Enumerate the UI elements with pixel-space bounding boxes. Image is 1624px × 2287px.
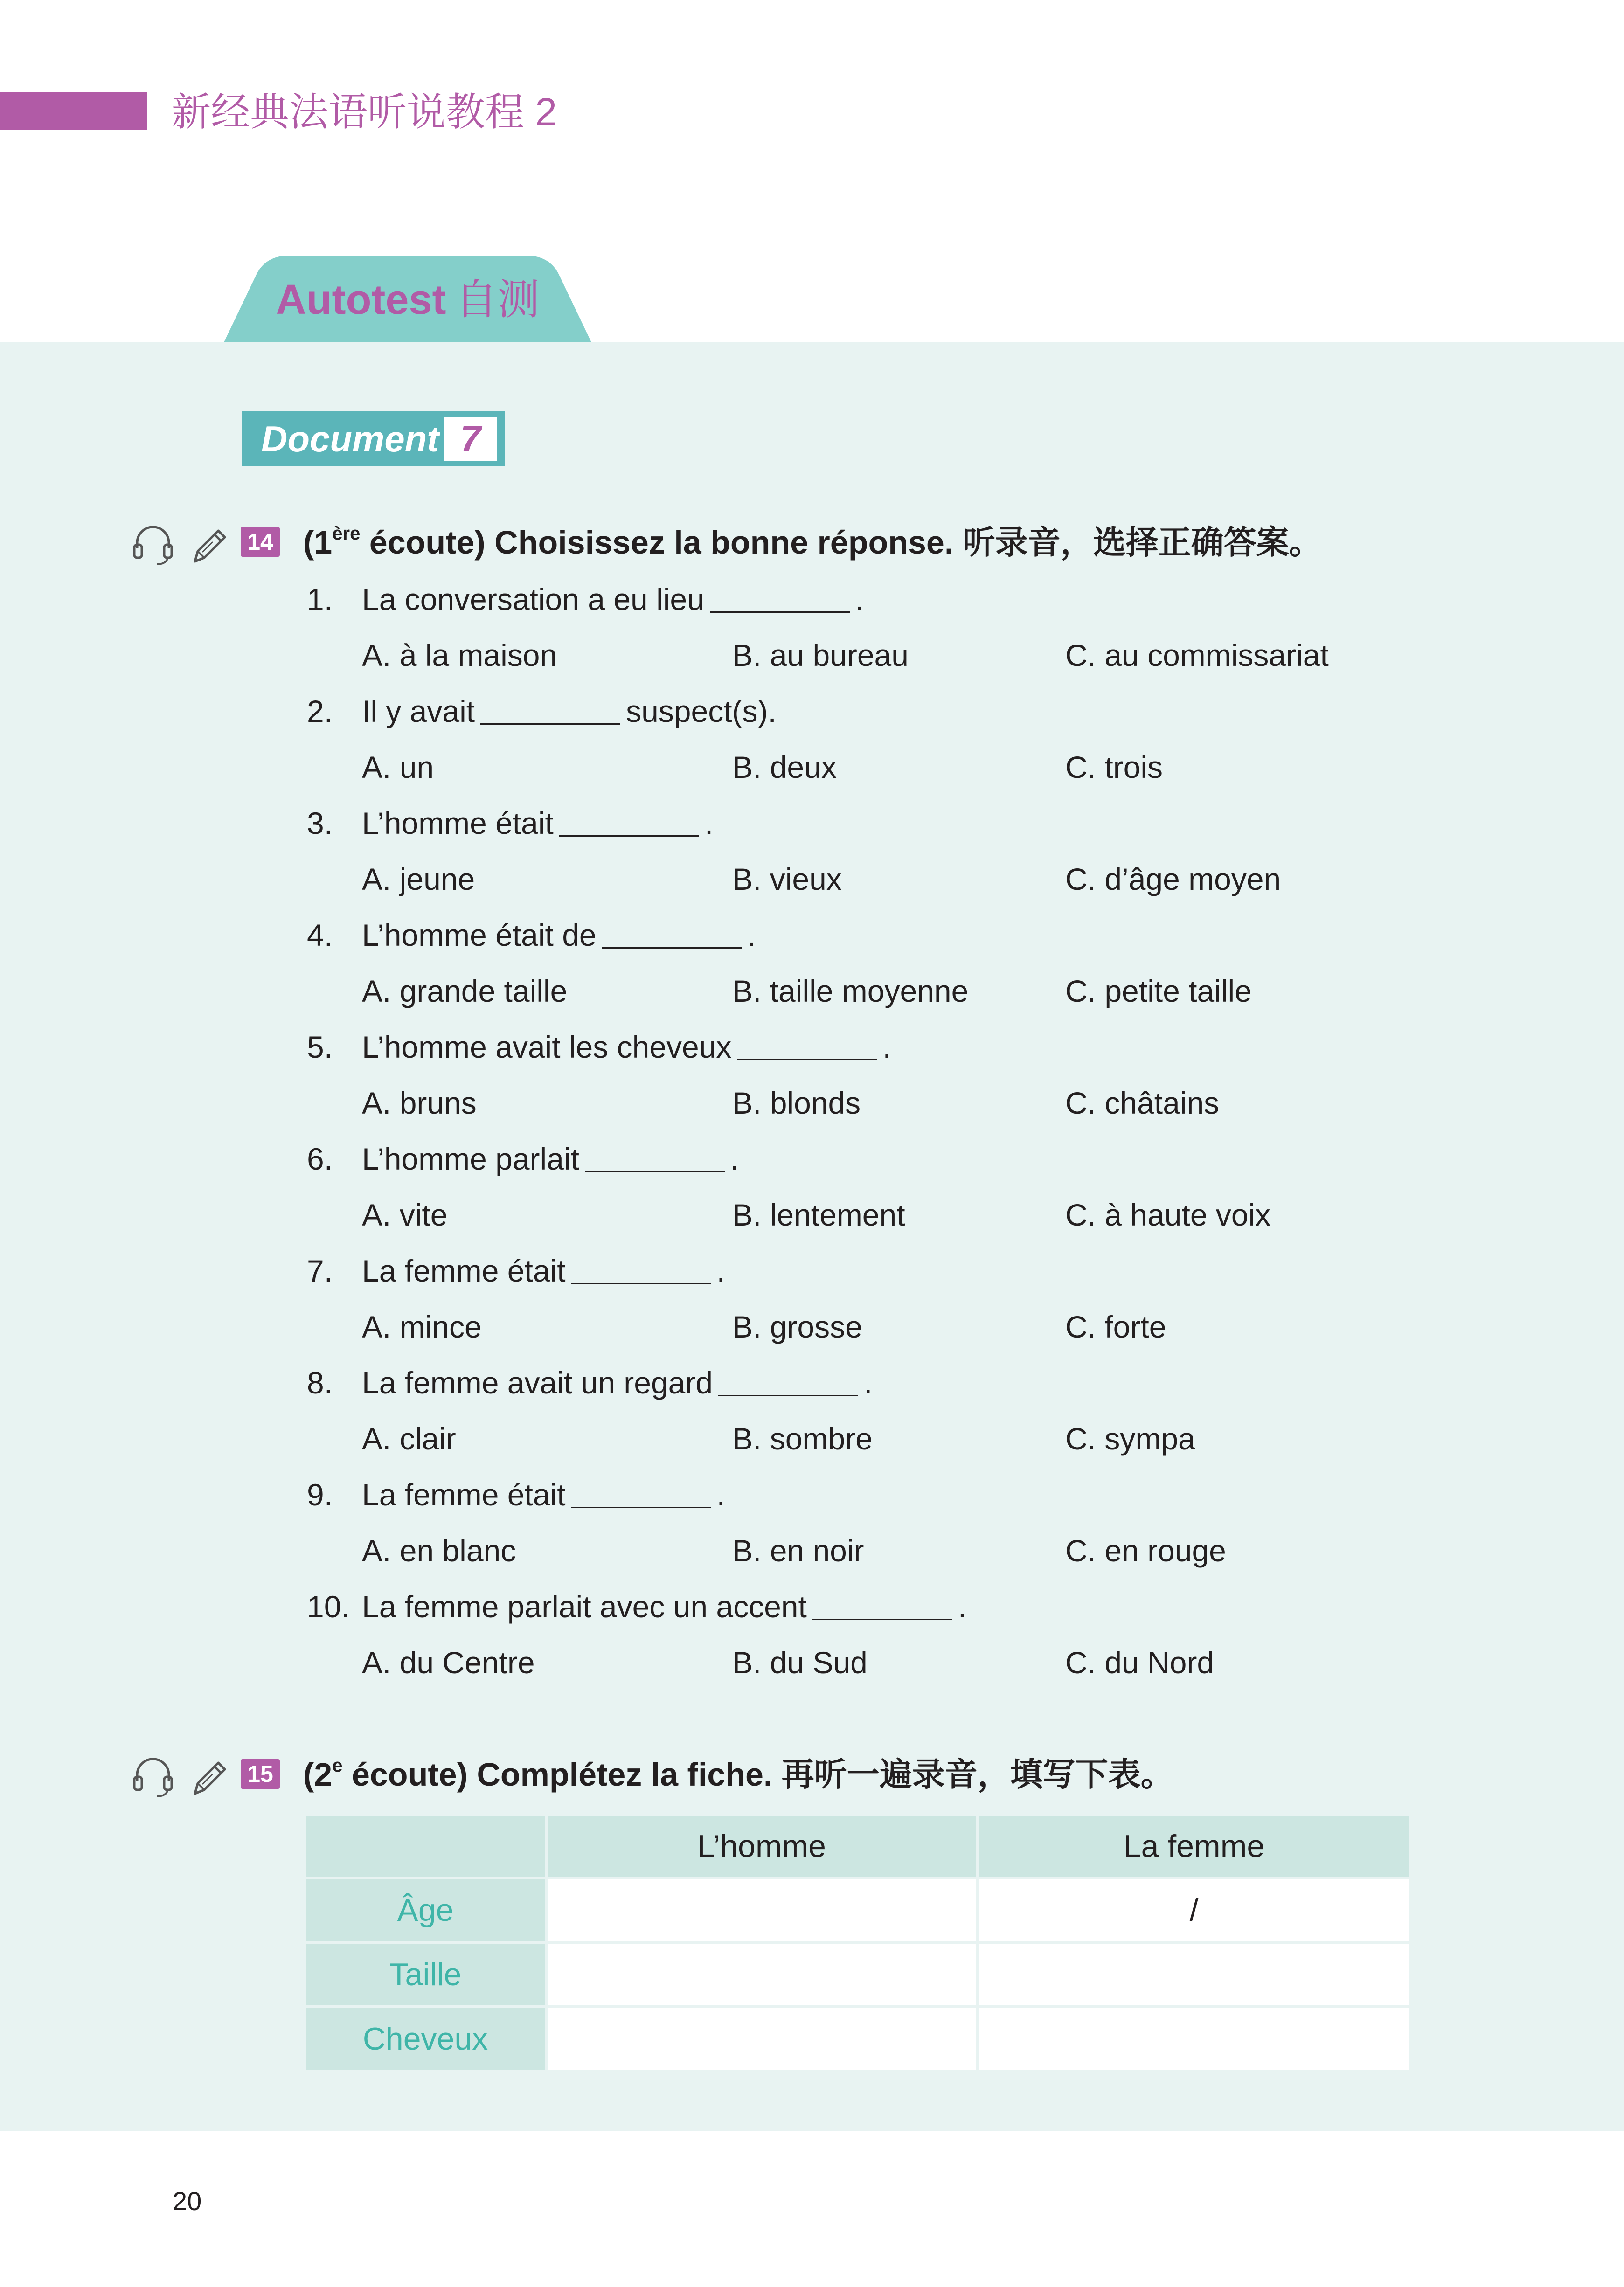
question-number: 4.	[307, 918, 333, 952]
question-stem: La femme avait un regard	[362, 1365, 713, 1400]
headphones-icon	[131, 1753, 175, 1801]
question-text	[362, 1586, 966, 1628]
answer-blank[interactable]	[571, 1255, 711, 1284]
option-a[interactable]: A. un	[362, 750, 434, 784]
question-text	[362, 690, 777, 732]
option-c[interactable]: C. du Nord	[1065, 1645, 1215, 1680]
table-row	[306, 2005, 1409, 2070]
cell-age-femme: /	[976, 1877, 1409, 1941]
question-number: 10.	[307, 1589, 350, 1624]
question-tail: .	[855, 582, 864, 617]
question-text	[362, 578, 864, 620]
row-label-cheveux: Cheveux	[306, 2005, 545, 2070]
question-stem: L’homme parlait	[362, 1142, 579, 1176]
question-number: 9.	[307, 1477, 333, 1512]
row-label-taille: Taille	[306, 1941, 545, 2005]
question-stem: L’homme avait les cheveux	[362, 1030, 732, 1064]
cell-taille-femme[interactable]	[976, 1941, 1409, 2005]
cell-age-homme[interactable]	[545, 1877, 976, 1941]
question-tail: .	[730, 1142, 739, 1176]
option-b[interactable]: B. deux	[732, 750, 837, 784]
question-stem: Il y avait	[362, 694, 475, 728]
question-number: 6.	[307, 1142, 333, 1176]
question-text	[362, 1474, 725, 1516]
question-tail: .	[958, 1589, 967, 1624]
question-number: 2.	[307, 694, 333, 728]
option-b[interactable]: B. au bureau	[732, 638, 909, 672]
option-b[interactable]: B. vieux	[732, 862, 842, 896]
exercise-14-instruction: (1ère écoute) Choisissez la bonne réponse. 听录音，选择正确答案。	[303, 523, 1322, 561]
table-header-empty	[306, 1816, 545, 1877]
answer-blank[interactable]	[571, 1479, 711, 1508]
autotest-label	[224, 256, 591, 344]
option-a[interactable]: A. jeune	[362, 862, 475, 896]
option-c[interactable]: C. forte	[1065, 1310, 1166, 1344]
answer-blank[interactable]	[602, 919, 742, 949]
question-stem: L’homme était	[362, 806, 554, 840]
option-c[interactable]: C. châtains	[1065, 1086, 1220, 1120]
option-c[interactable]: C. trois	[1065, 750, 1163, 784]
option-a[interactable]: A. clair	[362, 1421, 456, 1456]
question-stem: La femme était	[362, 1477, 566, 1512]
question-text	[362, 802, 713, 844]
answer-blank[interactable]	[559, 807, 699, 837]
question-stem: L’homme était de	[362, 918, 597, 952]
question-stem: La femme parlait avec un accent	[362, 1589, 807, 1624]
option-a[interactable]: A. en blanc	[362, 1533, 516, 1568]
question-text	[362, 1250, 725, 1292]
answer-blank[interactable]	[812, 1591, 952, 1620]
cell-taille-homme[interactable]	[545, 1941, 976, 2005]
question-tail: .	[882, 1030, 891, 1064]
cell-cheveux-femme[interactable]	[976, 2005, 1409, 2070]
option-a[interactable]: A. grande taille	[362, 974, 568, 1008]
question-tail: .	[747, 918, 756, 952]
table-header-femme: La femme	[976, 1816, 1409, 1877]
cell-cheveux-homme[interactable]	[545, 2005, 976, 2070]
fiche-table	[306, 1816, 1409, 2070]
answer-blank[interactable]	[480, 695, 620, 725]
answer-blank[interactable]	[718, 1367, 858, 1396]
answer-blank[interactable]	[710, 583, 850, 613]
question-text	[362, 914, 756, 956]
question-text	[362, 1026, 891, 1068]
document-word: Document	[261, 418, 439, 459]
autotest-tab	[224, 256, 591, 342]
option-b[interactable]: B. en noir	[732, 1533, 864, 1568]
pencil-icon	[186, 1753, 230, 1801]
option-c[interactable]: C. à haute voix	[1065, 1198, 1271, 1232]
question-number: 5.	[307, 1030, 333, 1064]
document-badge	[242, 411, 505, 466]
option-c[interactable]: C. petite taille	[1065, 974, 1252, 1008]
exercise-14-number: 14	[241, 527, 280, 557]
autotest-label-fr: Autotest	[276, 277, 446, 323]
row-label-age: Âge	[306, 1877, 545, 1941]
option-b[interactable]: B. taille moyenne	[732, 974, 969, 1008]
question-tail: .	[704, 806, 714, 840]
table-header-row	[306, 1816, 1409, 1877]
question-number: 3.	[307, 806, 333, 840]
option-a[interactable]: A. à la maison	[362, 638, 557, 672]
question-stem: La conversation a eu lieu	[362, 582, 704, 617]
answer-blank[interactable]	[585, 1143, 725, 1172]
option-b[interactable]: B. du Sud	[732, 1645, 868, 1680]
option-a[interactable]: A. vite	[362, 1198, 448, 1232]
question-number: 8.	[307, 1365, 333, 1400]
question-number: 7.	[307, 1254, 333, 1288]
question-text	[362, 1138, 739, 1180]
exercise-15-instruction: (2e écoute) Complétez la fiche. 再听一遍录音，填写下表。	[303, 1755, 1173, 1793]
option-c[interactable]: C. sympa	[1065, 1421, 1195, 1456]
question-text	[362, 1362, 872, 1404]
table-row	[306, 1877, 1409, 1941]
book-title: 新经典法语听说教程 2	[172, 90, 557, 134]
option-b[interactable]: B. grosse	[732, 1310, 862, 1344]
autotest-label-zh: 自测	[455, 277, 540, 323]
option-b[interactable]: B. lentement	[732, 1198, 905, 1232]
option-b[interactable]: B. sombre	[732, 1421, 873, 1456]
option-c[interactable]: C. au commissariat	[1065, 638, 1329, 672]
option-b[interactable]: B. blonds	[732, 1086, 861, 1120]
headphones-icon	[131, 521, 175, 568]
table-row	[306, 1941, 1409, 2005]
question-stem: La femme était	[362, 1254, 566, 1288]
question-tail: .	[864, 1365, 873, 1400]
option-c[interactable]: C. en rouge	[1065, 1533, 1226, 1568]
option-a[interactable]: A. du Centre	[362, 1645, 535, 1680]
option-a[interactable]: A. mince	[362, 1310, 482, 1344]
page-number: 20	[173, 2186, 202, 2216]
option-c[interactable]: C. d’âge moyen	[1065, 862, 1281, 896]
question-tail: .	[716, 1254, 725, 1288]
header-color-bar	[0, 92, 147, 130]
pencil-icon	[186, 521, 230, 568]
document-number: 7	[444, 417, 497, 461]
option-a[interactable]: A. bruns	[362, 1086, 477, 1120]
table-header-homme: L’homme	[545, 1816, 976, 1877]
answer-blank[interactable]	[737, 1031, 877, 1060]
question-tail: .	[716, 1477, 725, 1512]
question-tail: suspect(s).	[626, 694, 777, 728]
exercise-15-number: 15	[241, 1759, 280, 1789]
question-number: 1.	[307, 582, 333, 617]
